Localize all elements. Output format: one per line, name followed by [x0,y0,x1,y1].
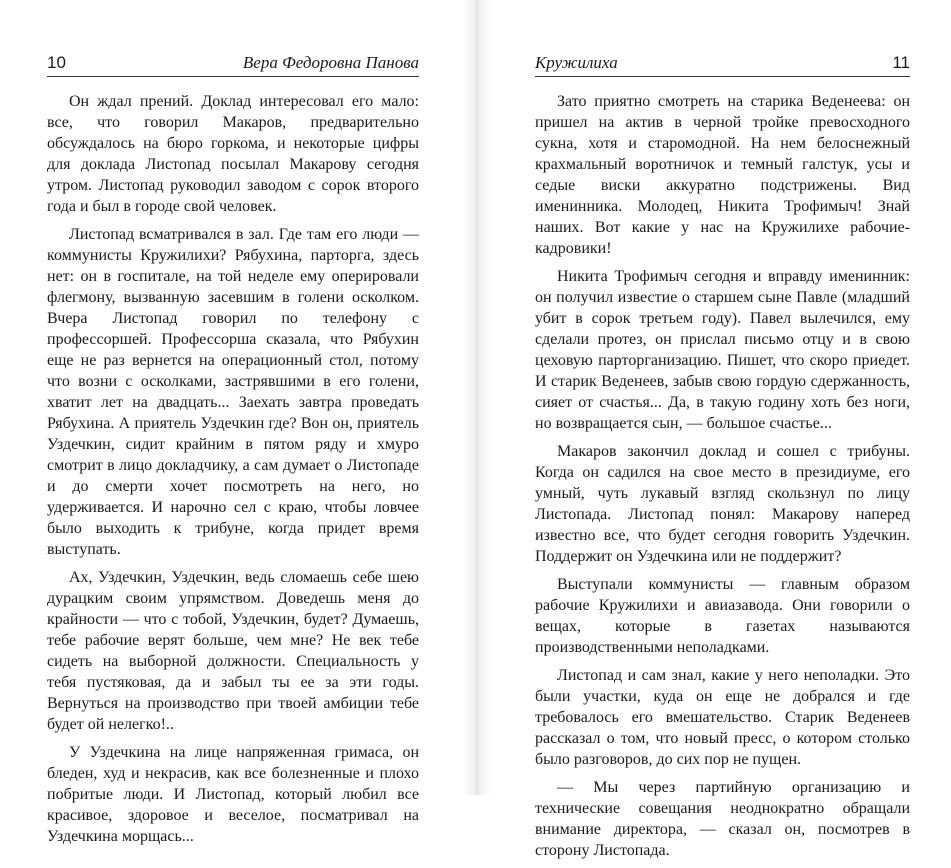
paragraph: Макаров закончил доклад и сошел с трибуны. Когда он садился на свое место в президиуме, его умный, чуть лукавый взгляд скользнул по лицу Листопада. Листопад понял: Макарову наперед известно все, что будет сегодня говорить Уздечкин. Поддержит он Уздечкина или не поддержит? [535,443,910,565]
paragraph: Никита Трофимыч сегодня и вправду именинник: он получил известие о старшем сыне Павле (младший убит в сорок третьем году). Павел вылечился, ему сделали протез, он прислал письмо отцу и в свою цеховую парторганизацию. Пишет, что скоро приедет. И старик Веденеев, забыв свою гордую сдержанность, сияет от счастья... Да, в такую годину хоть без ноги, но возвращается сын, — большое счастье... [535,268,910,432]
paragraph: Листопад всматривался в зал. Где там его люди — коммунисты Кружилихи? Рябухина, парторга, здесь нет: он в госпитале, на той неделе ему оперировали флегмону, вызванную засевшим в голени осколком. Вчера Листопад говорил по телефону с профессоршей. Профессорша сказала, что Рябухин еще не раз вернется на операционный стол, потому что возни с осколками, застрявшими в его голени, хватит лет на двадцать... Заехать завтра проведать Рябухина. А приятель Уздечкин где? Вон он, приятель Уздечкин, сидит крайним в пятом ряду и хмуро смотрит в лицо докладчику, а сам думает о Листопаде и до смерти хочет посмотреть на него, но удерживается. И нарочно сел с краю, чтобы ловчее было выходить к трибуне, когда придет время выступать. [47,226,419,558]
paragraph: — Мы через партийную организацию и технические совещания неоднократно обращали внимание директора, — сказал он, посмотрев в сторону Листопада. [535,779,910,859]
running-title-book: Кружилиха [535,53,618,72]
right-page [476,0,951,859]
page-number: 10 [47,53,66,72]
paragraph: Зато приятно смотреть на старика Веденеева: он пришел на актив в черной тройке превосходного сукна, хотя и старомодной. На нем белоснежный крахмальный воротничок и темный галстук, усы и седые виски аккуратно подстрижены. Вид именинника. Молодец, Никита Трофимыч! Знай наших. Вот какие у нас на Кружилихе рабочие-кадровики! [535,93,910,257]
page-header [47,52,419,77]
body-text [47,91,419,854]
page-header [535,52,910,77]
paragraph: Листопад и сам знал, какие у него неполадки. Это были участки, куда он еще не добрался и где требовалось его вмешательство. Старик Веденеев рассказал о том, что новый пресс, о котором столько было разговоров, до сих пор не пущен. [535,667,910,768]
page-number: 11 [892,53,910,72]
running-title-author: Вера Федоровна Панова [242,53,419,72]
left-page [0,0,476,845]
paragraph: Он ждал прений. Доклад интересовал его мало: все, что говорил Макаров, предварительно обсуждалось на бюро горкома, и некоторые цифры для доклада Листопад посылал Макарову сегодня утром. Листопад руководил заводом с сорок второго года и был в городе свой человек. [47,93,419,215]
paragraph: Ах, Уздечкин, Уздечкин, ведь сломаешь себе шею дурацким своим упрямством. Доведешь меня до крайности — что с тобой, Уздечкин, будет? Думаешь, тебе рабочие верят больше, чем мне? Не век тебе сидеть на выборной должности. Специальность у тебя пустяковая, да и забыл ты ее за эти годы. Вернуться на производство при твоей амбиции тебе будет ой нелегко!.. [47,569,419,733]
book-gutter-shadow [462,0,492,795]
paragraph: У Уздечкина на лице напряженная гримаса, он бледен, худ и некрасив, как все болезненные и плохо побритые люди. И Листопад, который любил все красивое, здоровое и веселое, посматривал на Уздечкина морщась... [47,744,419,845]
body-text [535,91,910,868]
paragraph: Выступали коммунисты — главным образом рабочие Кружилихи и авиазавода. Они говорили о вещах, которые в газетах называются производственными неполадками. [535,576,910,656]
